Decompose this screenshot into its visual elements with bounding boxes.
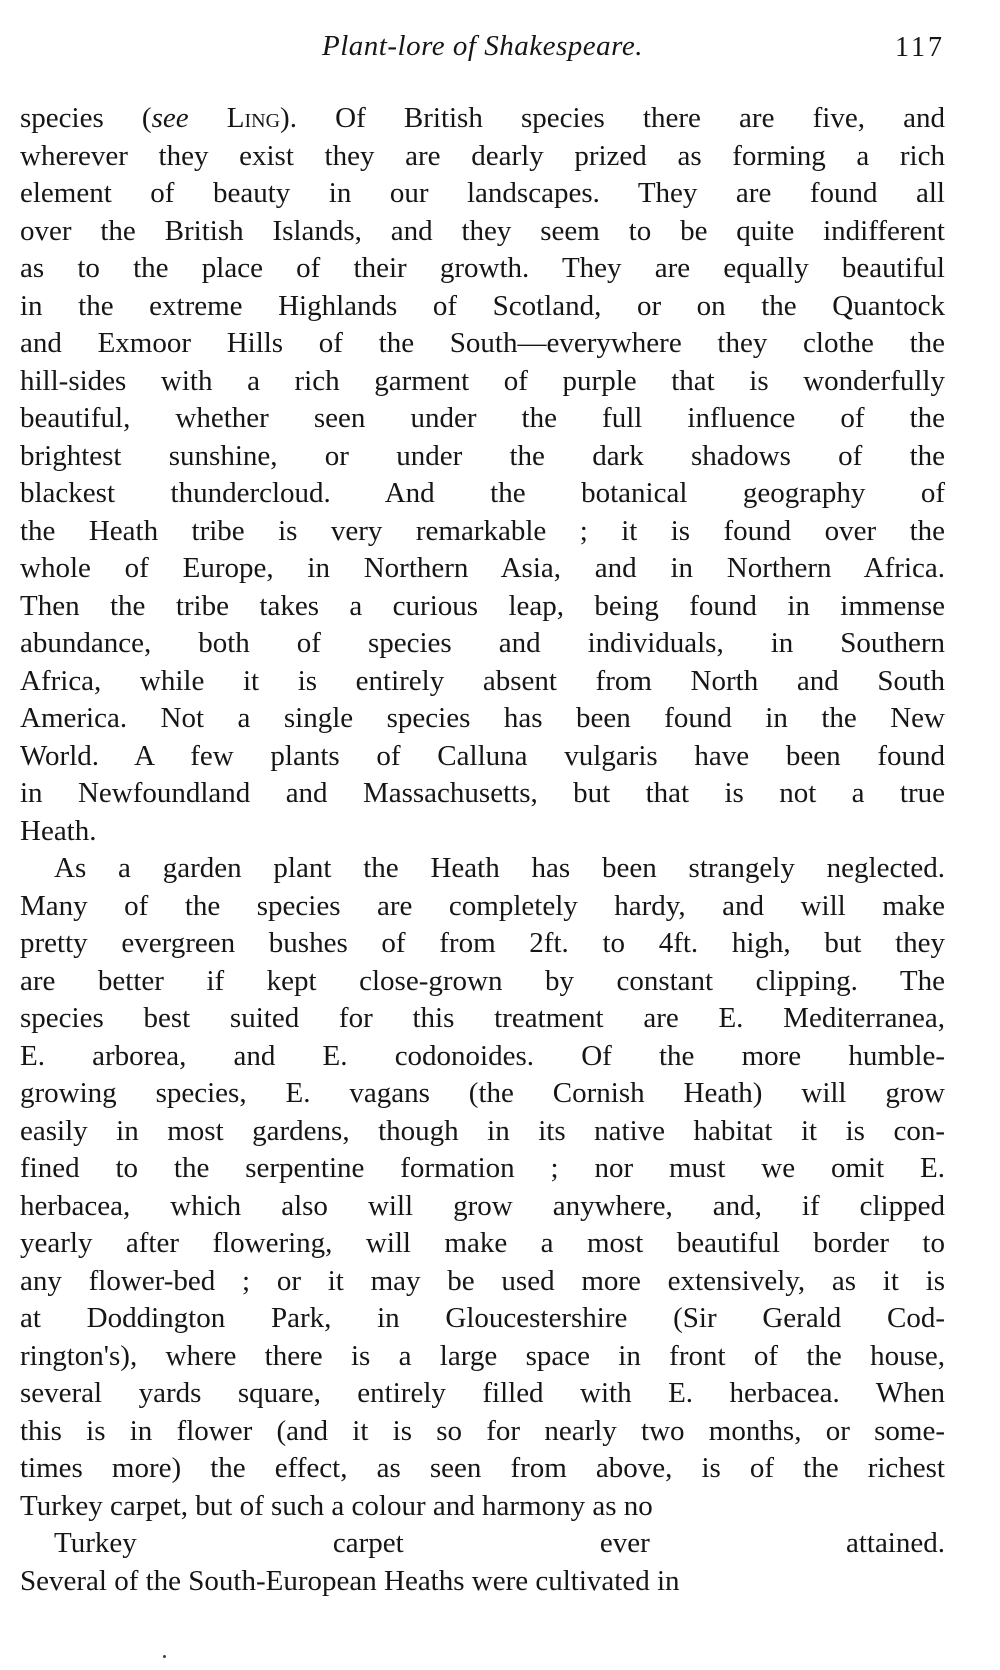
see-italic: see [151, 102, 189, 134]
text-line: As a garden plant the Heath has been strangely neglected. [54, 852, 945, 884]
text-run: species ( [20, 102, 152, 134]
running-head [20, 30, 945, 70]
running-title: Plant-lore of Shakespeare. [322, 30, 643, 62]
text-line [20, 100, 945, 138]
text-line: abundance, both of species and individuals, in Southern [20, 627, 945, 659]
text-line: element of beauty in our landscapes. They are found all [20, 177, 945, 209]
text-line: growing species, E. vagans (the Cornish Heath) will grow [20, 1077, 945, 1109]
body-text [20, 100, 945, 1600]
text-line: Africa, while it is entirely absent from North and South [20, 664, 945, 697]
text-line: in the extreme Highlands of Scotland, or on the Quantock [20, 289, 945, 322]
text-line: blackest thundercloud. And the botanical geography of [20, 477, 945, 509]
text-line: Turkey carpet ever attained. [54, 1527, 945, 1559]
text-line: beautiful, whether seen under the full influence of the [20, 402, 945, 434]
text-line: rington's), where there is a large space in front of the house, [20, 1339, 945, 1372]
text-line: in Newfoundland and Massachusetts, but that is not a true [20, 777, 945, 809]
text-line: are better if kept close-grown by constant clipping. The [20, 964, 945, 997]
text-line: several yards square, entirely filled with E. herbacea. When [20, 1377, 945, 1409]
text-line: hill-sides with a rich garment of purple that is wonderfully [20, 364, 945, 397]
text-line: as to the place of their growth. They are equally beautiful [20, 252, 945, 284]
text-line: Then the tribe takes a curious leap, being found in immense [20, 589, 945, 622]
text-line: wherever they exist they are dearly prized as forming a rich [20, 139, 945, 172]
text-line: the Heath tribe is very remarkable ; it is found over the [20, 514, 945, 547]
text-line: and Exmoor Hills of the South—everywhere they clothe the [20, 327, 945, 359]
text-line: easily in most gardens, though in its native habitat it is con- [20, 1114, 945, 1147]
text-line: Many of the species are completely hardy, and will make [20, 889, 945, 922]
text-line: Heath. [20, 814, 97, 847]
text-line: species best suited for this treatment are E. Mediterranea, [20, 1002, 945, 1034]
text-line: Turkey carpet, but of such a colour and harmony as no [20, 1489, 653, 1522]
text-line: America. Not a single species has been found in the New [20, 702, 945, 734]
text-line: World. A few plants of Calluna vulgaris have been found [20, 739, 945, 772]
text-line: pretty evergreen bushes of from 2ft. to 4ft. high, but they [20, 927, 945, 959]
text-line: yearly after flowering, will make a most beautiful border to [20, 1227, 945, 1259]
text-line: brightest sunshine, or under the dark shadows of the [20, 439, 945, 472]
text-line: over the British Islands, and they seem to be quite indifferent [20, 214, 945, 247]
page-number: 117 [895, 32, 945, 63]
print-speck [163, 1655, 166, 1658]
text-line: fined to the serpentine formation ; nor must we omit E. [20, 1152, 945, 1184]
ling-cross-reference: Ling [226, 102, 281, 134]
text-line: any flower-bed ; or it may be used more extensively, as it is [20, 1264, 945, 1297]
text-line: at Doddington Park, in Gloucestershire (Sir Gerald Cod- [20, 1302, 945, 1334]
text-line: this is in flower (and it is so for nearly two months, or some- [20, 1414, 945, 1447]
text-line: herbacea, which also will grow anywhere, and, if clipped [20, 1189, 945, 1222]
text-line: Several of the South-European Heaths were cultivated in [20, 1564, 680, 1597]
text-line: times more) the effect, as seen from above, is of the richest [20, 1452, 945, 1484]
text-line: whole of Europe, in Northern Asia, and in Northern Africa. [20, 552, 945, 584]
text-line: E. arborea, and E. codonoides. Of the more humble- [20, 1039, 945, 1072]
text-run: ). Of British species there are five, and [280, 102, 945, 134]
